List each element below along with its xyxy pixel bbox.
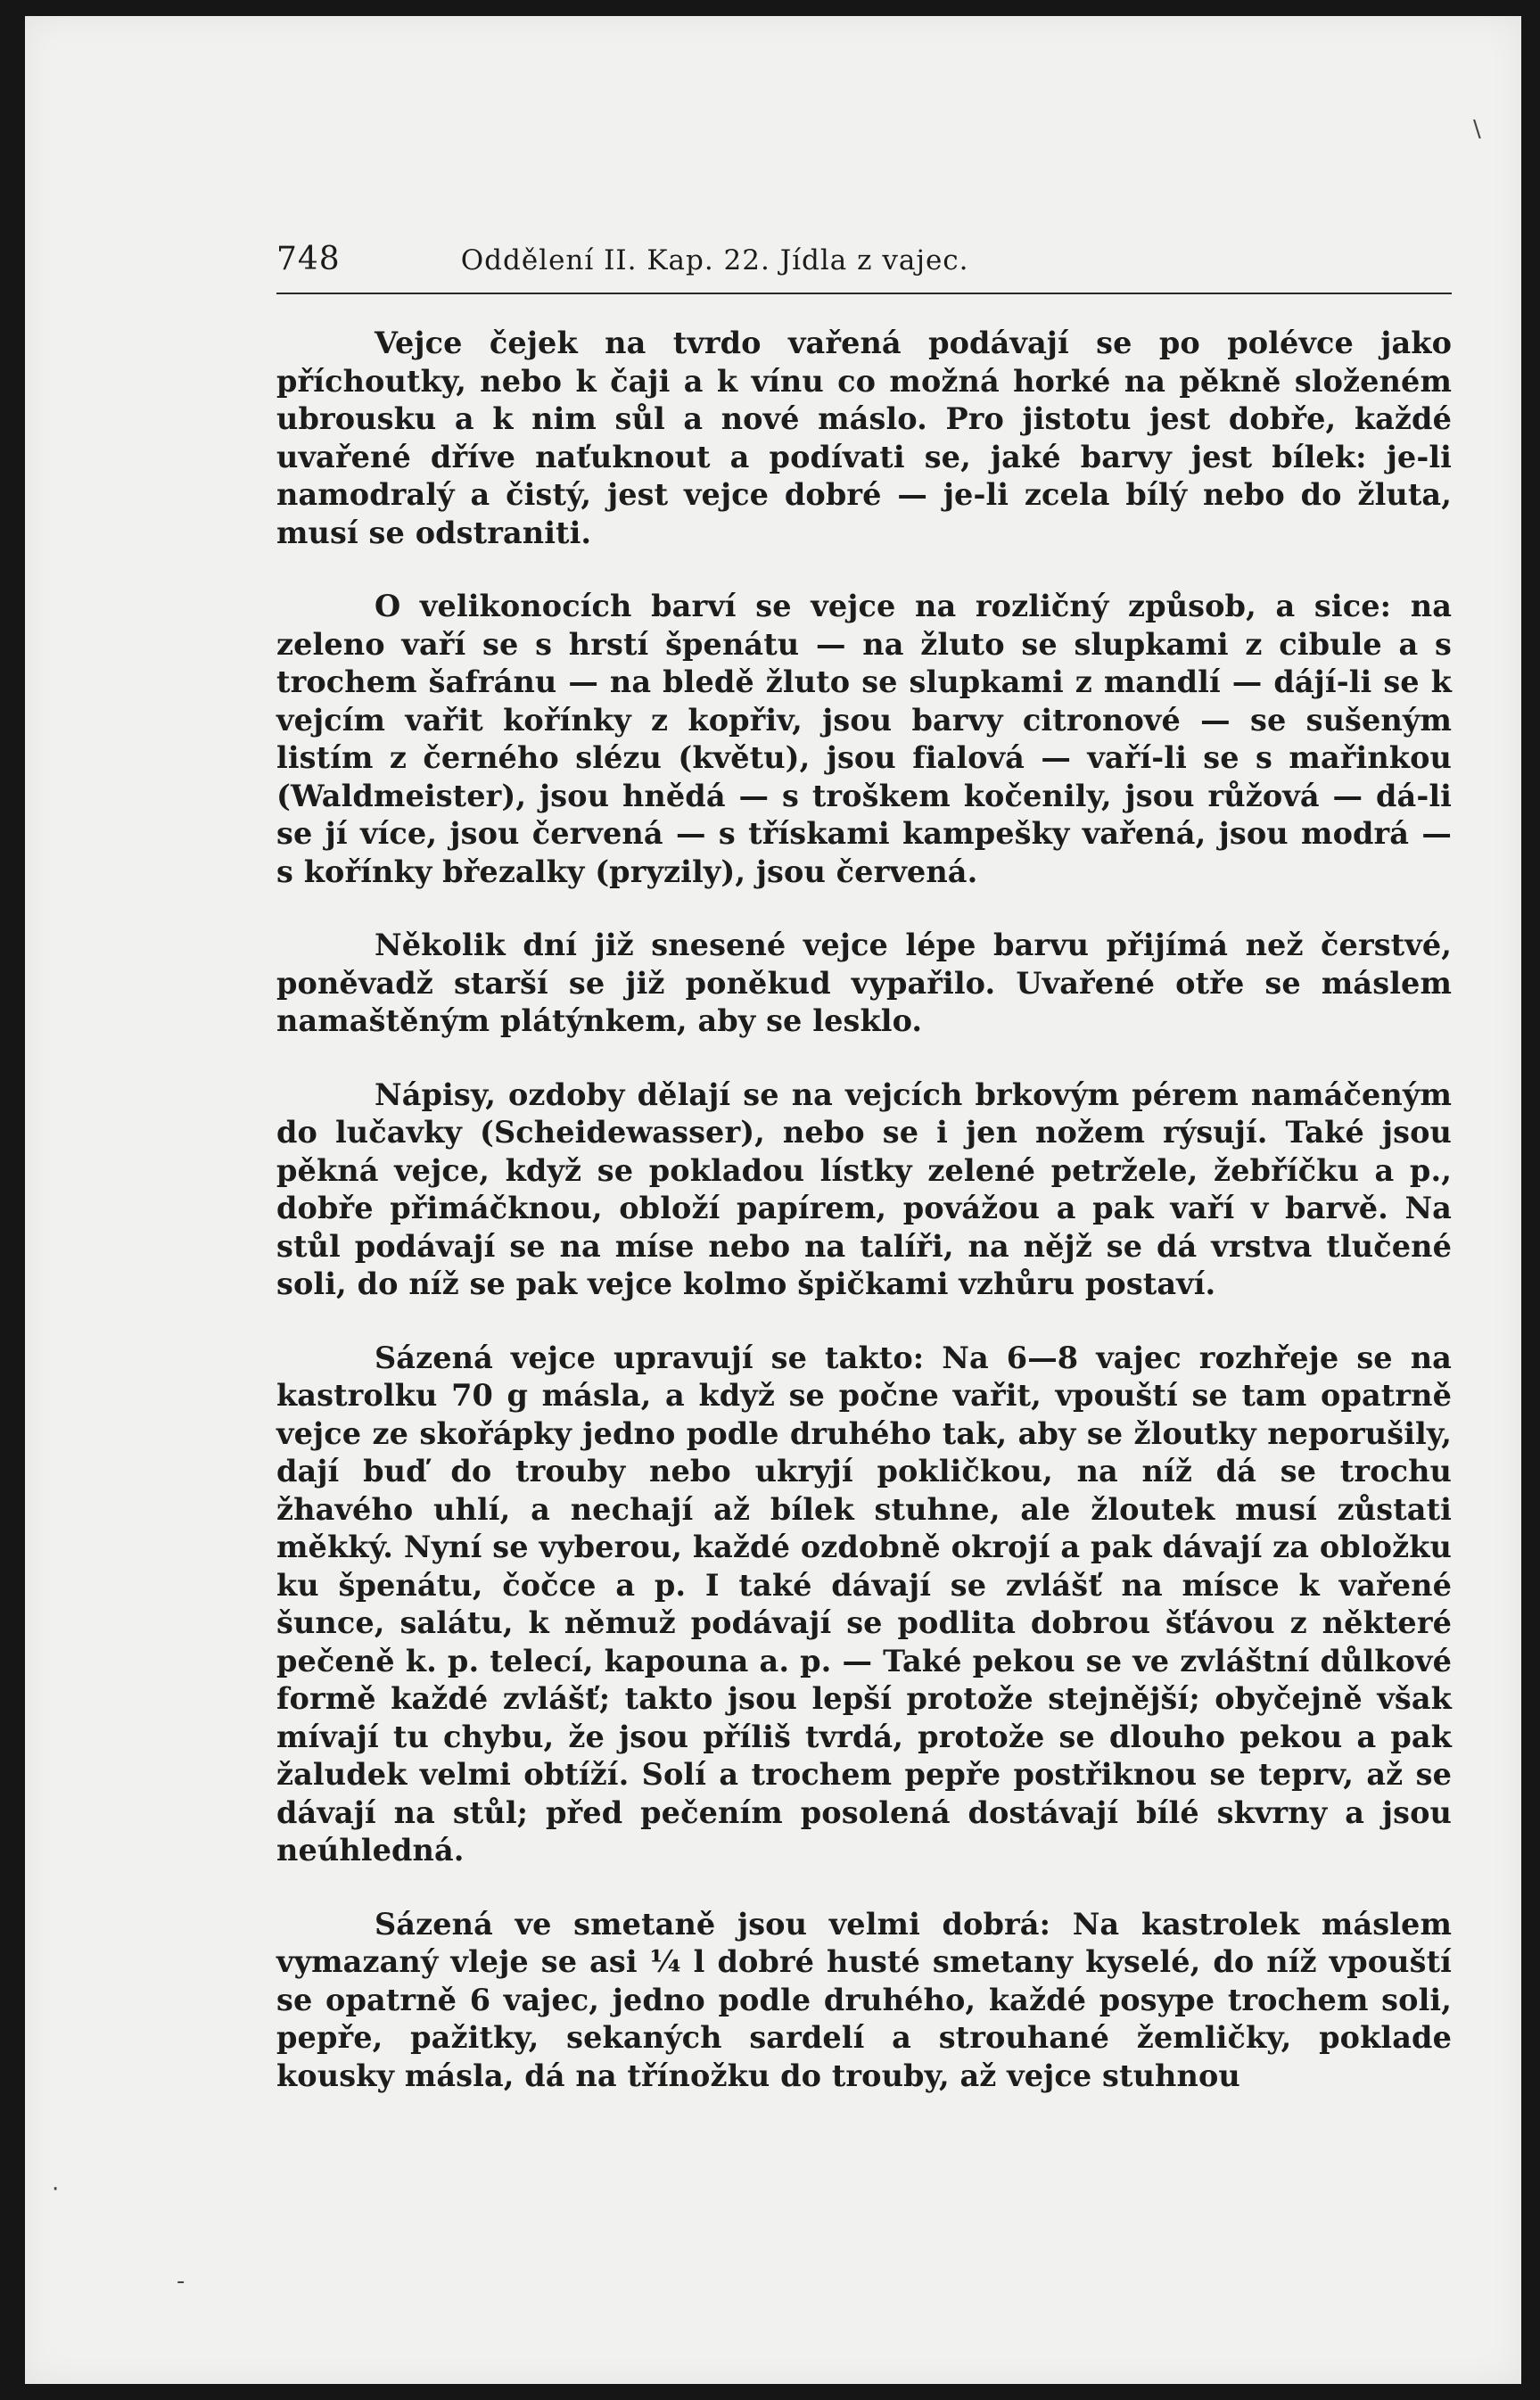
paragraph-fried-eggs <box>276 1340 1452 1870</box>
paragraph-text: na rozličný způsob, a sice: na zeleno vaří se s hrstí špenátu — na žluto se slupkami z cibule a s trochem šafránu — na bledě žluto se slupkami z mandlí — dájí-li se k vejcím vařit kořínky z kopřiv, jsou barvy citronové — se sušeným listím z černého slézu (květu), jsou fialová — vaří-li se s mařinkou (Waldmeister), jsou hnědá — s troškem kočenily, jsou růžová — dá-li se jí více, jsou červená — s třískami kampešky vařená, jsou modrá — s kořínky březalky (pryzily), jsou červená. <box>276 589 1452 889</box>
paragraph-inscriptions <box>276 1076 1452 1304</box>
paragraph-lead: O velikonocích barví se vejce <box>375 589 896 623</box>
paragraph-lead: Sázená vejce <box>375 1340 597 1375</box>
paragraph-text: Několik dní již snesené vejce lépe barvu přijímá než čerstvé, poněvadž starší se již poněkud vypařilo. Uvařené otře se máslem namaštěným plátýnkem, aby se lesklo. <box>276 928 1452 1038</box>
paragraph-lead: Vejce čejek <box>375 326 578 360</box>
paragraph-older-eggs <box>276 927 1452 1041</box>
running-title: Oddělení II. Kap. 22. Jídla z vajec. <box>460 244 969 276</box>
scan-speck: - <box>177 2268 185 2295</box>
paragraph-eggs-in-cream <box>276 1906 1452 2096</box>
page-content <box>276 241 1452 2131</box>
page-number: 748 <box>276 241 341 277</box>
paragraph-easter-dyeing <box>276 588 1452 891</box>
scan-speck: \ <box>1473 116 1481 143</box>
paragraph-lead: Sázená ve smetaně <box>375 1906 716 1942</box>
paragraph-plovers-eggs <box>276 325 1452 552</box>
paragraph-text: jsou velmi dobrá: Na kastrolek máslem vymazaný vleje se asi ¼ l dobré husté smetany kyselé, do níž vpouští se opatrně 6 vajec, jedno podle druhého, každé posype trochem soli, pepře, pažitky, sekaných sardelí a strouhané žemličky, poklade kousky másla, dá na třínožku do trouby, až vejce stuhnou <box>276 1906 1453 2093</box>
paragraph-text: na tvrdo vařená podávají se po polévce jako příchoutky, nebo k čaji a k vínu co možná horké na pěkně složeném ubrousku a k nim sůl a nové máslo. Pro jistotu jest dobře, každé uvařené dříve naťuknout a podívati se, jaké barvy jest bílek: je-li namodralý a čistý, jest vejce dobré — je-li zcela bílý nebo do žluta, musí se odstraniti. <box>276 326 1453 550</box>
paragraph-text: Nápisy, ozdoby dělají se na vejcích brkovým pérem namáčeným do lučavky (Scheidewasser), nebo se i jen nožem rýsují. Také jsou pěkná vejce, když se pokladou lístky zelené petržele, žebříčku a p., dobře přimáčknou, obloží papírem, povážou a pak vaří v barvě. Na stůl podávají se na míse nebo na talíři, na nějž se dá vrstva tlučené soli, do níž se pak vejce kolmo špičkami vzhůru postaví. <box>276 1076 1452 1301</box>
scan-speck: · <box>52 2176 60 2203</box>
paragraph-text: upravují se takto: Na 6—8 vajec rozhřeje se na kastrolku 70 g másla, a když se počne vařit, vpouští se tam opatrně vejce ze skořápky jedno podle druhého tak, aby se žloutky neporušily, dají buď do trouby nebo ukryjí pokličkou, na níž dá se trochu žhavého uhlí, a nechají až bílek stuhne, ale žloutek musí zůstati měkký. Nyní se vyberou, každé ozdobně okrojí a pak dávají za obložku ku špenátu, čočce a p. I také dávají se zvlášť na mísce k vařené šunce, salátu, k němuž podávají se podlita dobrou šťávou z některé pečeně k. p. telecí, kapouna a. p. — Také pekou se ve zvláštní důlkové formě každé zvlášť; takto jsou lepší protože stejnější; obyčejně však mívají tu chybu, že jsou příliš tvrdá, protože se dlouho pekou a pak žaludek velmi obtíží. Solí a trochem pepře postřiknou se teprv, až se dávají na stůl; před pečením posolená dostávají bílé skvrny a jsou neúhledná. <box>276 1340 1452 1868</box>
book-page <box>25 16 1521 2384</box>
body-text <box>276 325 1452 2095</box>
running-head <box>276 241 1452 294</box>
